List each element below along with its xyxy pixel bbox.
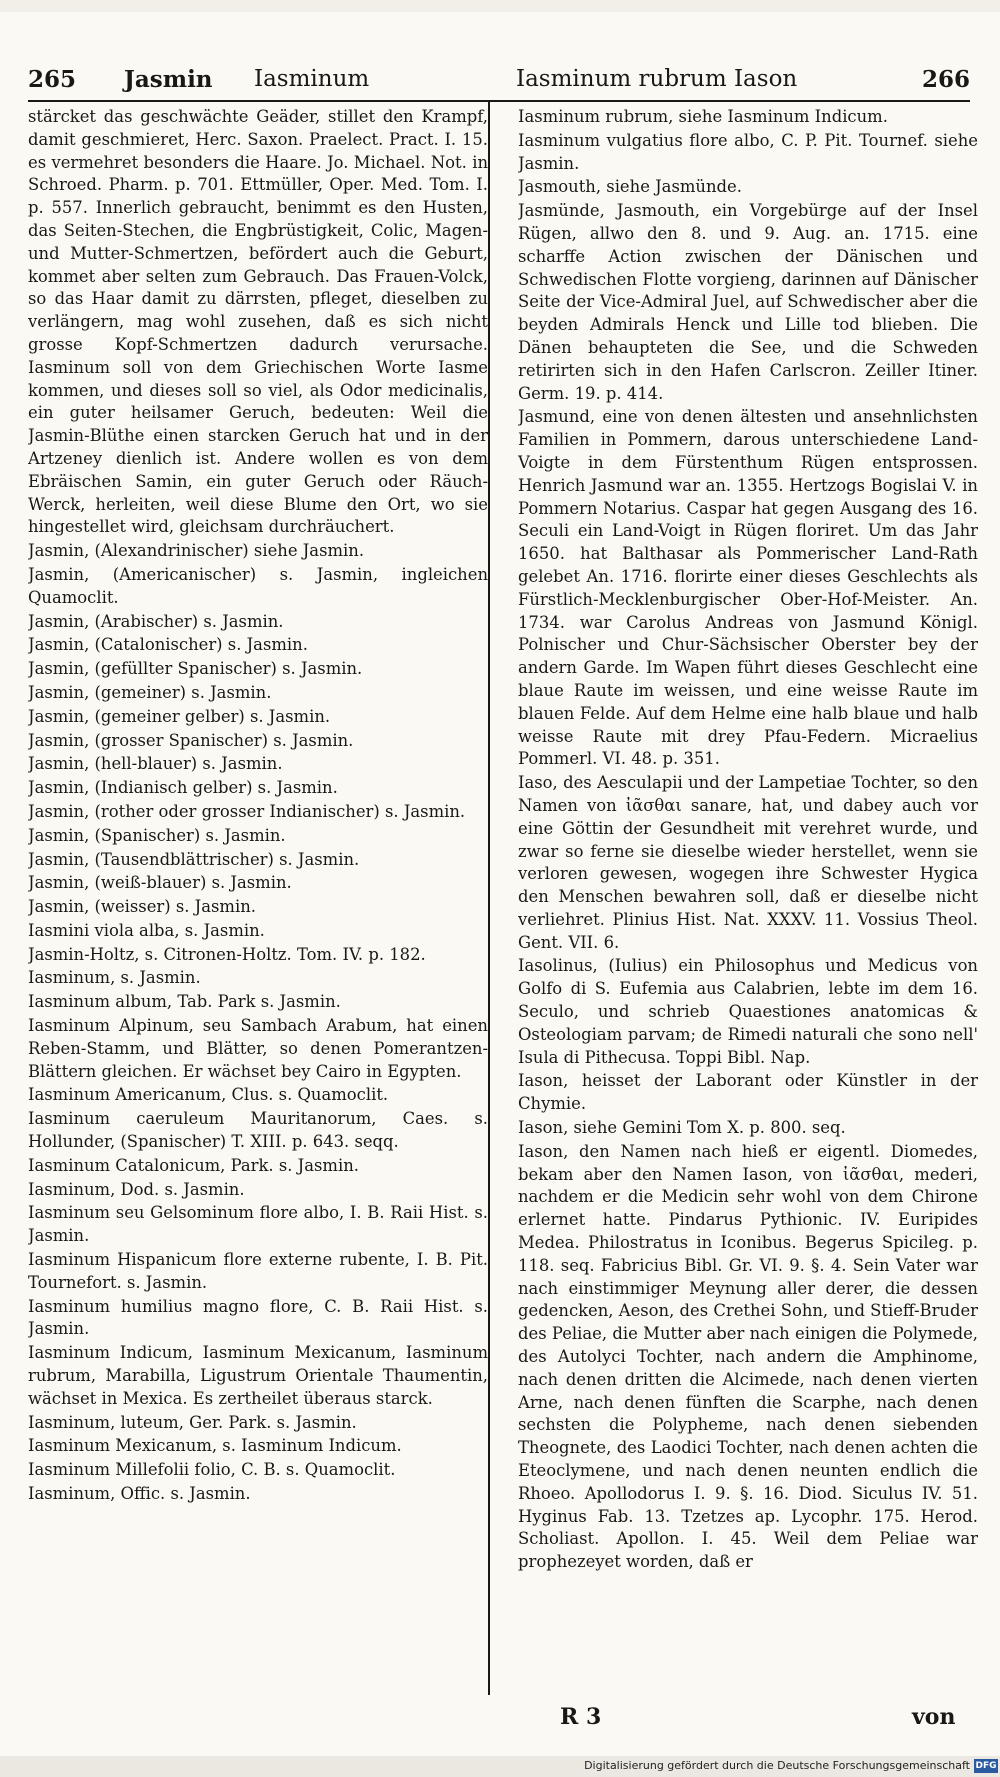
entry: Jasmin, (Catalonischer) s. Jasmin. — [28, 635, 308, 655]
entry: Jasmin, (hell-blauer) s. Jasmin. — [28, 754, 283, 774]
entry: Jasmin-Holtz, s. Citronen-Holtz. Tom. IV. p. 182. — [28, 944, 426, 964]
entry: Jasmin, (Spanischer) s. Jasmin. — [28, 825, 286, 845]
entry: Iasminum vulgatius flore albo, C. P. Pit. Tournef. siehe Jasmin. — [518, 130, 978, 173]
entry: Jasmin, (gemeiner gelber) s. Jasmin. — [28, 706, 331, 726]
right-column — [518, 106, 978, 1706]
left-column — [28, 106, 488, 1706]
entry: Jasmin, (gemeiner) s. Jasmin. — [28, 682, 272, 702]
right-title: Iasminum rubrum Iason — [516, 66, 798, 92]
entry: Iasminum, Offic. s. Jasmin. — [28, 1484, 251, 1504]
entry: Iasminum seu Gelsominum flore albo, I. B. Raii Hist. s. Jasmin. — [28, 1203, 488, 1246]
dfg-logo: DFG — [975, 1761, 997, 1771]
header-rule — [28, 100, 970, 102]
entry: Iasminum, s. Jasmin. — [28, 968, 201, 988]
entry: Iasminum rubrum, siehe Iasminum Indicum. — [518, 107, 888, 126]
left-title-latin: Iasminum — [254, 66, 370, 92]
entry: Iasminum, luteum, Ger. Park. s. Jasmin. — [28, 1412, 357, 1432]
entry: Jasmin, (grosser Spanischer) s. Jasmin. — [28, 730, 354, 750]
entry: Iasminum humilius magno flore, C. B. Raii Hist. s. Jasmin. — [28, 1296, 488, 1339]
entry: Iasminum Millefolii folio, C. B. s. Quamoclit. — [28, 1460, 396, 1480]
entry: Jasmouth, siehe Jasmünde. — [518, 177, 742, 197]
entry: Iasminum Americanum, Clus. s. Quamoclit. — [28, 1085, 389, 1105]
catchword: von — [912, 1704, 956, 1730]
entry: Iasminum Hispanicum flore externe rubente, I. B. Pit. Tournefort. s. Jasmin. — [28, 1250, 488, 1292]
entry: Iason, den Namen nach hieß er eigentl. Diomedes, bekam aber den Namen Iason, von ἰᾶσθαι, mederi, nachdem er die Medicin sehr wohl von dem Chirone erlernet hatte. Pindarus Pythionic. IV. Euripides Medea. Philostratus in Iconibus. Begerus Spicileg. p. 118. seq. Fabricius Bibl. Gr. VI. 9. §. 4. Sein Vater war nach einstimmiger Meynung aller derer, die dessen gedencken, Aeson, des Crethei Sohn, und Stieff-Bruder des Peliae, die Mutter aber nach einigen die Polymede, des Autolyci Tochter, nach andern die Amphinome, nach denen dritten die Alcimede, nach denen vierten Arne, nach denen fünften die Scarphe, nach denen sechsten die Polypheme, nach denen siebenden Theognete, des Laodici Tochter, nach denen achten die Eteoclymene, und nach denen neunten endlich die Rhoeo. Apollodorus I. 9. §. 16. Diod. Siculus IV. 51. Hyginus Fab. 13. Tzetzes ap. Lycophr. 175. Herod. Scholiast. Apollon. I. 45. Weil dem Peliae war prophezeyet worden, daß er — [518, 1141, 978, 1572]
digitization-footer — [0, 1756, 1000, 1777]
entry: Iasminum Alpinum, seu Sambach Arabum, hat einen Reben-Stamm, und Blätter, so denen Pomerantzen-Blättern gleichen. Er wächset bey Cairo in Egypten. — [28, 1016, 488, 1081]
scan-top-band — [0, 0, 1000, 12]
entry: Iasminum Catalonicum, Park. s. Jasmin. — [28, 1155, 359, 1175]
entry: Iasmini viola alba, s. Jasmin. — [28, 920, 265, 940]
entry: Jasmin, (Alexandrinischer) siehe Jasmin. — [28, 541, 365, 561]
right-page-number: 266 — [921, 66, 970, 93]
entry: stärcket das geschwächte Geäder, stillet den Krampf, damit geschmieret, Herc. Saxon. Praelect. Pract. I. 15. es vermehret besonders die Haare. Jo. Michael. Not. in Schroed. Pharm. p. 701. Ettmüller, Oper. Med. Tom. I. p. 557. Innerlich gebraucht, benimmt es den Husten, das Seiten-Stechen, die Engbrüstigkeit, Colic, Magen- und Mutter-Schmertzen, befördert auch die Geburt, kommet aber selten zum Gebrauch. Das Frauen-Volck, so das Haar damit zu därrsten, pfleget, dieselben zu verlängern, mag wohl zusehen, daß es sich nicht grosse Kopf-Schmertzen dadurch verursache. Iasminum soll von dem Griechischen Worte Iasme kommen, und dieses soll so viel, als Odor medicinalis, ein guter heilsamer Geruch, bedeuten: Weil die Jasmin-Blüthe einen starcken Geruch hat und in der Artzeney dienlich ist. Andere wollen es von dem Ebräischen Samin, ein guter Geruch oder Räuch-Werck, herleiten, weil diese Blume den Ort, wo sie hingestellet wird, gleichsam durchräuchert. — [28, 107, 488, 537]
entry: Jasmin, (Arabischer) s. Jasmin. — [28, 611, 284, 631]
entry: Jasmin, (weiß-blauer) s. Jasmin. — [28, 873, 292, 893]
left-page-number: 265 — [28, 66, 77, 93]
entry: Jasmin, (weisser) s. Jasmin. — [28, 897, 256, 917]
entry: Iaso, des Aesculapii und der Lampetiae Tochter, so den Namen von ἰᾶσθαι sanare, hat, und dabey auch vor eine Göttin der Gesundheit mit verehret wurde, und zwar so ferne sie dieselbe wieder herstellet, wenn sie verloren gewesen, wogegen ihre Schwester Hygica den Menschen bewahren soll, daß er dieselbe nicht verliehret. Plinius Hist. Nat. XXXV. 11. Vossius Theol. Gent. VII. 6. — [518, 773, 978, 952]
signature-mark: R 3 — [560, 1704, 602, 1730]
entry: Iasminum caeruleum Mauritanorum, Caes. s. Hollunder, (Spanischer) T. XIII. p. 643. seqq. — [28, 1109, 488, 1152]
entry: Iasolinus, (Iulius) ein Philosophus und Medicus von Golfo di S. Eufemia aus Calabrien, lebte im dem 16. Seculo, und schrieb Quaestiones anatomicas & Osteologiam parvam; de Rimedi naturali che sono nell' Isula di Pithecusa. Toppi Bibl. Nap. — [518, 956, 978, 1067]
entry: Jasmund, eine von denen ältesten und ansehnlichsten Familien in Pommern, darous unterschiedene Land-Voigte in dem Fürstenthum Rügen entsprossen. Henrich Jasmund war an. 1355. Hertzogs Bogislai V. in Pommern Notarius. Caspar hat gegen Ausgang des 16. Seculi ein Land-Voigt in Rügen floriret. Um das Jahr 1650. hat Balthasar als Pommerischer Land-Rath gelebet An. 1716. florirte einer dieses Geschlechts als Fürstlich-Mecklenburgischer Ober-Hof-Meister. An. 1734. war Carolus Andreas von Jasmund Königl. Polnischer und Chur-Sächsischer Oberster bey der andern Garde. Im Wapen führt dieses Geschlecht eine blaue Raute im weissen, und eine weisse Raute im blauen Felde. Auf dem Helme eine halb blaue und halb weisse Raute mit drey Pfau-Federn. Micraelius Pommerl. VI. 48. p. 351. — [518, 407, 978, 769]
entry: Jasmünde, Jasmouth, ein Vorgebürge auf der Insel Rügen, allwo den 8. und 9. Aug. an. 1715. eine scharffe Action zwischen der Dänischen und Schwedischen Flotte vorgieng, darinnen auf Dänischer Seite der Vice-Admiral Juel, auf Schwedischer aber die beyden Admirals Henck und Lille tod blieben. Die Dänen behaupteten die See, und die Schweden retirirten sich in den Hafen Carlscron. Zeiller Itiner. Germ. 19. p. 414. — [518, 201, 978, 403]
entry: Jasmin, (rother oder grosser Indianischer) s. Jasmin. — [28, 801, 466, 821]
entry: Jasmin, (Indianisch gelber) s. Jasmin. — [28, 778, 338, 798]
entry: Jasmin, (Americanischer) s. Jasmin, ingleichen Quamoclit. — [28, 564, 488, 607]
entry: Iasminum Mexicanum, s. Iasminum Indicum. — [28, 1436, 402, 1456]
left-title-fraktur: Jasmin — [124, 66, 213, 93]
entry: Iason, heisset der Laborant oder Künstler in der Chymie. — [518, 1071, 978, 1114]
footer-credit: Digitalisierung gefördert durch die Deutsche Forschungsgemeinschaft — [584, 1759, 970, 1772]
entry: Iasminum Indicum, Iasminum Mexicanum, Iasminum rubrum, Marabilla, Ligustrum Orientale Thaumentin, wächset in Mexica. Es zertheilet überaus starck. — [28, 1343, 488, 1408]
entry: Jasmin, (Tausendblättrischer) s. Jasmin. — [28, 849, 360, 869]
running-header — [28, 66, 970, 102]
column-divider — [488, 100, 490, 1695]
entry: Jasmin, (gefüllter Spanischer) s. Jasmin. — [28, 659, 363, 679]
entry: Iasminum, Dod. s. Jasmin. — [28, 1179, 245, 1199]
entry: Iason, siehe Gemini Tom X. p. 800. seq. — [518, 1118, 846, 1138]
entry: Iasminum album, Tab. Park s. Jasmin. — [28, 992, 341, 1012]
